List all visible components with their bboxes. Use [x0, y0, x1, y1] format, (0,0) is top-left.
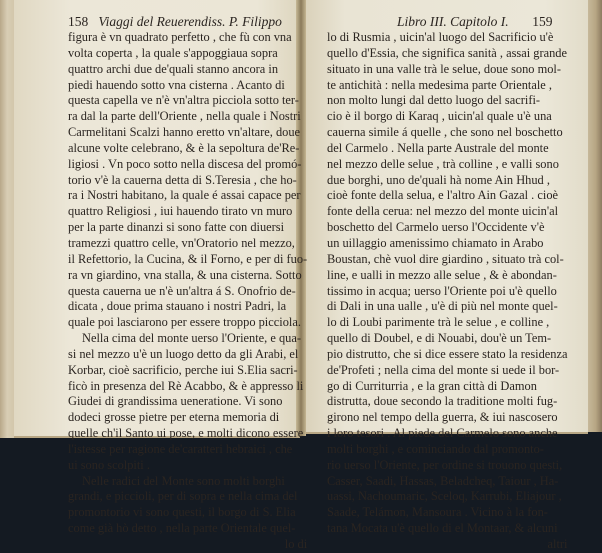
- text-line: lo di Loubi parimente trà le selue , e colline ,: [327, 315, 550, 330]
- text-line: promontorio vi sono questi, il borgo di S. Elia: [68, 505, 296, 520]
- left-page-text: [68, 14, 307, 553]
- running-head-title: Libro III. Capitolo I.: [397, 14, 509, 29]
- text-line: line, e ualli in mezzo alle selue , & è abondan-: [327, 267, 557, 282]
- text-line: Saade, Telámon, Mansoura . Vicino à la fon-: [327, 505, 548, 520]
- text-line: tramezzi quattro celle, vn'Oratorio nel mezzo,: [68, 235, 295, 250]
- text-line: Boustan, chè vuol dire giardino , situato trà col-: [327, 251, 564, 266]
- text-line: l'istesse per ragione de'caratteri hebraici , che: [68, 441, 293, 456]
- text-line: quale poi lasciarono per essere troppo picciola.: [68, 315, 301, 330]
- text-line: come già hò detto , nella parte Orientale quel-: [68, 521, 296, 536]
- text-line: si nel mezzo u'è un luogo detto da gli Arabi, el: [68, 346, 299, 361]
- text-line: ra dal la parte dell'Oriente , nella quale i Nostri: [68, 109, 301, 124]
- text-line: dicata , doue prima stauano i nostri Padri, la: [68, 299, 287, 314]
- text-line: Nella cima del monte uerso l'Oriente, e qua-: [82, 331, 301, 346]
- text-line: Giudei di grandissima ueneratione. Vi sono: [68, 394, 283, 409]
- text-line: uassi, Nachoumaric, Sceloq, Karrubi, Eliajour ,: [327, 489, 562, 504]
- text-line: figura è vn quadrato perfetto , che fù con vna: [68, 30, 292, 44]
- text-line: quattro Religiosi , iui hauendo tirato vn muro: [68, 204, 293, 219]
- catchword: lo di: [284, 537, 308, 551]
- text-line: due borghi, uno de'quali hà nome Ain Hhud ,: [327, 172, 550, 187]
- text-line: un uillaggio amenissimo chiamato in Arabo: [327, 235, 544, 250]
- text-line: alcune volte celebrano, & è la sepoltura de'Re-: [68, 140, 300, 155]
- text-line: ficò in presenza del Rè Acabbo, & è appresso li: [68, 378, 304, 393]
- text-line: lo di Rusmia , uicin'al luogo del Sacrificio u'è: [327, 30, 554, 44]
- text-line: boschetto del Carmelo uerso l'Occidente v'è: [327, 220, 545, 235]
- text-line: questa cauerna ue n'è un'altra á S. Onofrio de-: [68, 283, 296, 298]
- catchword: altri: [547, 537, 568, 551]
- page-number: 158: [68, 14, 89, 29]
- text-line: ui sono scolpiti .: [68, 457, 150, 472]
- text-line: i loro tesori . Al piede del Carmelo sono anche: [327, 426, 558, 441]
- text-line: il Refettorio, la Cucina, & il Forno, e per di fuo-: [68, 251, 308, 266]
- text-line: cioè fonte della selua, e l'altro Ain Gazal . cioè: [327, 188, 559, 203]
- text-line: go di Curriturria , e la gran città di Damon: [327, 378, 537, 393]
- text-line: per la parte dinanzi si sono fatte con diuersi: [68, 220, 285, 235]
- text-line: fonte della cerua: nel mezzo del monte uicin'al: [327, 204, 559, 219]
- page-number: 159: [532, 14, 553, 29]
- text-line: ra i Nostri habitano, la quale é assai capace per: [68, 188, 301, 203]
- text-line: quattro archi due de'quali stanno ancora in: [68, 61, 279, 76]
- text-line: torio v'è la cauerna detta di S.Teresia , che ho-: [68, 172, 297, 187]
- text-line: quello di Doubel, e di Nouabi, dou'è un Tem-: [327, 331, 552, 346]
- text-line: questa capella ve n'è vn'altra picciola sotto ter-: [68, 93, 299, 108]
- text-line: dodeci grosse pietre per eterna memoria di: [68, 410, 280, 425]
- text-line: cauerna simile á quelle , che sono nel boschetto: [327, 125, 563, 140]
- text-line: molti borghi , e cominciando dal promonto-: [327, 441, 544, 456]
- text-line: grandi, e piccioli, per di sopra e nella cima del: [68, 489, 298, 504]
- text-line: del Carmelo . Nella parte Australe del monte: [327, 140, 549, 155]
- right-running-head: [327, 14, 568, 30]
- text-line: di Dali in una ualle , u'è di più nel monte quel-: [327, 299, 558, 314]
- text-line: ligiosi . Vn poco sotto nella discesa del promó-: [68, 156, 302, 171]
- running-head-title: Viaggi del Reuerendiss. P. Filippo: [98, 14, 282, 29]
- text-line: Nelle radici del Monte sono molti borghi: [82, 473, 285, 488]
- text-line: Korbar, cioè sacrificio, perche iui S.Elia sacri-: [68, 362, 298, 377]
- text-line: Carmelitani Scalzi hanno eretto vn'altare, doue: [68, 125, 301, 140]
- left-running-head: [68, 14, 307, 30]
- right-page-text: [327, 14, 568, 553]
- right-page-edges: [586, 0, 602, 432]
- text-line: volta coperta , la quale s'appoggiaua sopra: [68, 45, 278, 60]
- text-line: ra vn giardino, vna stalla, & una cisterna. Sotto: [68, 267, 302, 282]
- text-line: pio distrutto, che si dice essere stato la residenza: [327, 346, 568, 361]
- text-line: piedi hauendo sotto vna cisterna . Acanto di: [68, 77, 285, 92]
- text-line: girono nel tempo della guerra, & iui nascosero: [327, 410, 558, 425]
- text-line: Casser, Saadi, Hassas, Beladcheq, Taiour , Ha-: [327, 473, 559, 488]
- text-line: tissimo in acqua; uerso l'Oriente poi u'è quello: [327, 283, 557, 298]
- text-line: non molto lungi dal detto luogo del sacrifi-: [327, 93, 541, 108]
- text-line: de'Profeti ; nella cima del monte si uede il bor-: [327, 362, 560, 377]
- text-line: tana Mocata u'è quello di el Montaar, & alcuni: [327, 521, 558, 536]
- text-line: distrutta, doue secondo la traditione molti fug-: [327, 394, 558, 409]
- text-line: cio è il borgo di Karaq , uicin'al quale u'è una: [327, 109, 552, 124]
- text-line: rio uerso l'Oriente, per ordine si trouono questi,: [327, 457, 563, 472]
- text-line: quelle ch'il Santo ui pose, e molti dicono essere: [68, 426, 304, 441]
- text-line: quello d'Essia, che significa sanità , assai grande: [327, 45, 567, 60]
- text-line: situato in una valle trà le selue, doue sono mol-: [327, 61, 561, 76]
- text-line: te antichità : nella medesima parte Orientale ,: [327, 77, 552, 92]
- text-line: nel mezzo delle selue , trà colline , e valli sono: [327, 156, 559, 171]
